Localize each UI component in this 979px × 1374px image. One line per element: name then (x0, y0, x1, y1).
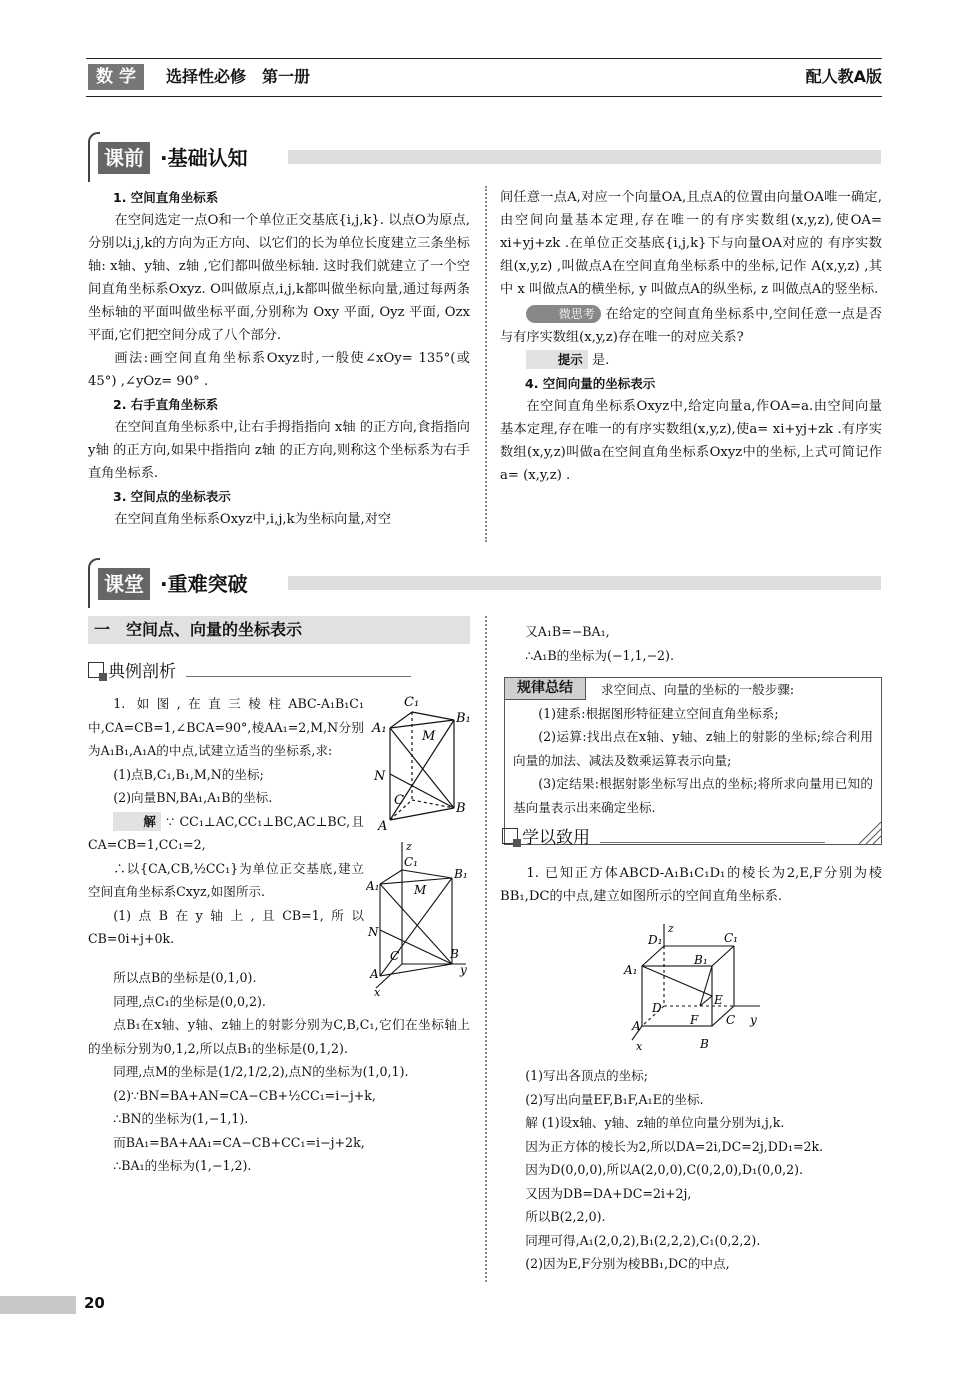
subheading: 1. 空间直角坐标系 (113, 190, 219, 205)
fig2-label: A₁ (366, 879, 380, 893)
hint-paragraph (500, 349, 882, 372)
solution-line: ∴BN的坐标为(1,−1,1). (113, 1111, 249, 1126)
fig1-label: M (422, 729, 436, 744)
solution-label: 解 (113, 812, 161, 831)
section-bar (288, 150, 881, 164)
fig3-label: C (726, 1013, 736, 1027)
solution-line: 所以点B的坐标是(0,1,0). (113, 970, 257, 985)
subheading: 3. 空间点的坐标表示 (113, 489, 231, 504)
header-rule-bottom (86, 96, 882, 97)
fig3-label: x (636, 1040, 643, 1053)
fig1-label: B (456, 801, 466, 816)
topic-bar: 一 空间点、向量的坐标表示 (88, 616, 470, 644)
fig2-label: x (374, 986, 381, 998)
heading-line (600, 842, 825, 843)
hint-label: 提示 (526, 350, 587, 369)
paragraph: 在空间选定一点O和一个单位正交基底{i,j,k}. 以点O为原点,分别以i,j,k的方向为正方向、以它们的长为单位长度建立三条坐标轴: x轴、y轴、z轴 ,它们都叫做坐标轴. 这时我们就建立了一个空间直角坐标系Oxyz. O叫做原点,i,j,k都叫做坐标向量,通过每两条坐标轴的平面叫做坐标平面,分别称为 Oxy 平面, Oyz 平面, Ozx 平面,它们把空间分成了八个部分. (88, 213, 470, 343)
example-heading (88, 660, 418, 684)
fig1-label: B₁ (456, 711, 471, 726)
fig3-label: A₁ (624, 963, 638, 977)
practice-line: (2)写出向量EF,B₁F,A₁E的坐标. (525, 1091, 704, 1107)
subheading: 2. 右手直角坐标系 (113, 397, 219, 412)
solution-line: (2)∵BN=BA+AN=CA−CB+½CC₁=i−j+k, (113, 1087, 376, 1103)
practice-line: 又因为DB=DA+DC=2i+2j, (525, 1185, 692, 1201)
rule-line: (3)定结果:根据射影坐标写出点的坐标;将所求向量用已知的基向量表示出来确定坐标. (513, 776, 873, 815)
subject-badge: 数 学 (88, 64, 144, 90)
solution-text: ∵ CC₁⊥AC,CC₁⊥BC,AC⊥BC,且CA=CB=1,CC₁=2, (88, 813, 364, 852)
practice-heading (502, 826, 832, 850)
section2-right-top (500, 620, 882, 667)
paragraph: 在空间直角坐标系中,让右手拇指指向 x轴 的正方向,食指指向 y轴 的正方向,如果中指指向 z轴 的正方向,则称这个坐标系为右手直角坐标系. (88, 420, 470, 481)
fig2-label: B₁ (454, 867, 468, 881)
fig3-label: B (700, 1037, 709, 1051)
page-number: 20 (84, 1294, 105, 1312)
fig1-label: A₁ (372, 721, 387, 736)
rule-line: (2)运算:找出点在x轴、y轴、z轴上的射影的坐标;综合利用向量的加法、减法及数乘运算表示向量; (513, 729, 873, 768)
fig3-label: z (668, 924, 674, 935)
fig3-label: A (632, 1019, 641, 1033)
hint-text: 是. (592, 353, 610, 368)
fig3-label: D₁ (648, 933, 663, 947)
think-text: 在给定的空间直角坐标系中,空间任意一点是否与有序实数组(x,y,z)存在唯一的对应关系? (500, 307, 882, 345)
rule-content (513, 678, 873, 819)
footer-bar (0, 1296, 76, 1314)
practice-line: (2)因为E,F分别为棱BB₁,DC的中点, (525, 1256, 730, 1271)
fig3-label: D (652, 1001, 662, 1015)
example-part: (2)向量BN,BA₁,A₁B的坐标. (113, 790, 273, 805)
section-title: ·基础认知 (160, 146, 248, 170)
solution-line: 点B₁在x轴、y轴、z轴上的射影分别为C,B,C₁,它们在坐标轴上的坐标分别为0,1,2,所以点B₁的坐标是(0,1,2). (88, 1017, 470, 1056)
practice-solution (500, 1064, 882, 1276)
paragraph: 在空间直角坐标系Oxyz中,给定向量a,作OA=a.由空间向量基本定理,存在唯一的有序实数组(x,y,z),使a= xi+yj+zk .有序实数组(x,y,z)叫做a在空间直角坐标系Oxyz中的坐标,上式可简记作a= (x,y,z) . (500, 399, 882, 483)
fig2-label: N (368, 925, 379, 939)
section-heading-2 (88, 558, 882, 608)
heading-box-icon (502, 828, 518, 844)
fig3-label: C₁ (724, 931, 738, 945)
solution-line: (1)点B在y轴上,且CB=1,所以CB=0i+j+0k. (88, 907, 364, 946)
book-title: 选择性必修 第一册 (166, 67, 311, 86)
think-chip: 微思考 (526, 305, 600, 323)
rule-summary-box (504, 677, 882, 845)
practice-line: (1)写出各顶点的坐标; (525, 1068, 649, 1083)
fig3-label: F (690, 1013, 699, 1027)
solution-continued (88, 966, 470, 1178)
practice-question: 1. 已知正方体ABCD-A₁B₁C₁D₁的棱长为2,E,F分别为棱BB₁,DC的中点,建立如图所示的空间直角坐标系. (500, 866, 882, 904)
practice-line: 因为正方体的棱长为2,所以DA=2i,DC=2j,DD₁=2k. (525, 1138, 824, 1154)
solution-line: 又A₁B=−BA₁, (525, 624, 610, 639)
practice-line: 所以B(2,2,0). (525, 1209, 606, 1224)
practice-line: 因为D(0,0,0),所以A(2,0,0),C(0,2,0),D₁(0,0,2). (525, 1162, 804, 1177)
solution-line: ∴BA₁的坐标为(1,−1,2). (113, 1158, 252, 1173)
solution-line: 而BA₁=BA+AA₁=CA−CB+CC₁=i−j+2k, (113, 1134, 365, 1150)
header-rule-top (86, 58, 882, 59)
section-tag: 课前 (98, 142, 150, 174)
fig1-label: C₁ (404, 695, 420, 710)
practice-line: 同理可得,A₁(2,0,2),B₁(2,2,2),C₁(0,2,2). (525, 1232, 761, 1248)
example-question: 1. 如图,在直三棱柱ABC-A₁B₁C₁中,CA=CB=1,∠BCA=90°,棱AA₁=2,M,N分别为A₁B₁,A₁A的中点,试建立适当的坐标系,求: (88, 696, 364, 758)
example-part: (1)点B,C₁,B₁,M,N的坐标; (113, 766, 264, 782)
rule-line: 求空间点、向量的坐标的一般步骤: (601, 682, 795, 697)
practice-heading-text: 学以致用 (522, 828, 590, 848)
section1-right-column (500, 186, 882, 487)
practice-line: 解 (1)设x轴、y轴、z轴的单位向量分别为i,j,k. (525, 1115, 785, 1130)
fig2-label: B (450, 947, 459, 961)
solution-line: 同理,点C₁的坐标是(0,0,2). (113, 993, 266, 1009)
section1-left-column (88, 186, 470, 531)
rule-line: (1)建系:根据图形特征建立空间直角坐标系; (538, 705, 779, 721)
paragraph: 在空间直角坐标系Oxyz中,i,j,k为坐标向量,对空 (114, 512, 392, 527)
corner-fold-icon (859, 822, 881, 844)
rule-label: 规律总结 (505, 678, 586, 700)
column-divider (485, 186, 487, 542)
cube-figure (620, 924, 770, 1056)
fig3-label: B₁ (694, 953, 708, 967)
fig2-label: z (406, 840, 412, 853)
fig3-label: y (750, 1013, 757, 1027)
practice-intro (500, 862, 882, 908)
fig1-label: N (374, 769, 386, 784)
column-divider (485, 616, 487, 1282)
prism-figure (368, 692, 478, 832)
fig2-label: y (460, 963, 467, 977)
solution-line: ∴A₁B的坐标为(−1,1,−2). (525, 647, 674, 663)
solution-line (88, 810, 364, 857)
paragraph: 画法:画空间直角坐标系Oxyz时,一般使∠xOy= 135°(或45°) ,∠yOz= 90° . (88, 351, 470, 389)
example-text (88, 692, 364, 951)
fig2-label: C₁ (404, 855, 418, 869)
example-heading-text: 典例剖析 (108, 662, 176, 682)
solution-line: ∴以{CA,CB,½CC₁}为单位正交基底,建立空间直角坐标系Cxyz,如图所示. (88, 860, 364, 899)
section-title: ·重难突破 (160, 572, 248, 596)
section-tag: 课堂 (98, 568, 150, 600)
subheading: 4. 空间向量的坐标表示 (525, 376, 656, 391)
solution-line: 同理,点M的坐标是(1/2,1/2,2),点N的坐标为(1,0,1). (113, 1064, 409, 1079)
section-bar (288, 576, 881, 590)
section-heading-1 (88, 132, 882, 182)
edition-label: 配人教A版 (805, 67, 882, 86)
fig1-label: C (394, 793, 404, 808)
fig2-label: M (414, 883, 427, 897)
heading-box-icon (88, 662, 104, 678)
fig1-label: A (378, 819, 388, 832)
paragraph: 间任意一点A,对应一个向量OA,且点A的位置由向量OA唯一确定,由空间向量基本定理,存在唯一的有序实数组(x,y,z),使OA= xi+yj+zk .在单位正交基底{i,j,k}下与向量OA对应的 有序实数组(x,y,z) ,叫做点A在空间直角坐标系中的坐标,记作 A(x,y,z) ,其中 x 叫做点A的横坐标, y 叫做点A的纵坐标, z 叫做点A的竖坐标. (500, 190, 882, 297)
fig3-label: E (714, 993, 723, 1007)
heading-line (186, 676, 411, 677)
think-paragraph (500, 303, 882, 349)
fig2-label: C (390, 949, 400, 963)
fig2-label: A (370, 967, 379, 981)
